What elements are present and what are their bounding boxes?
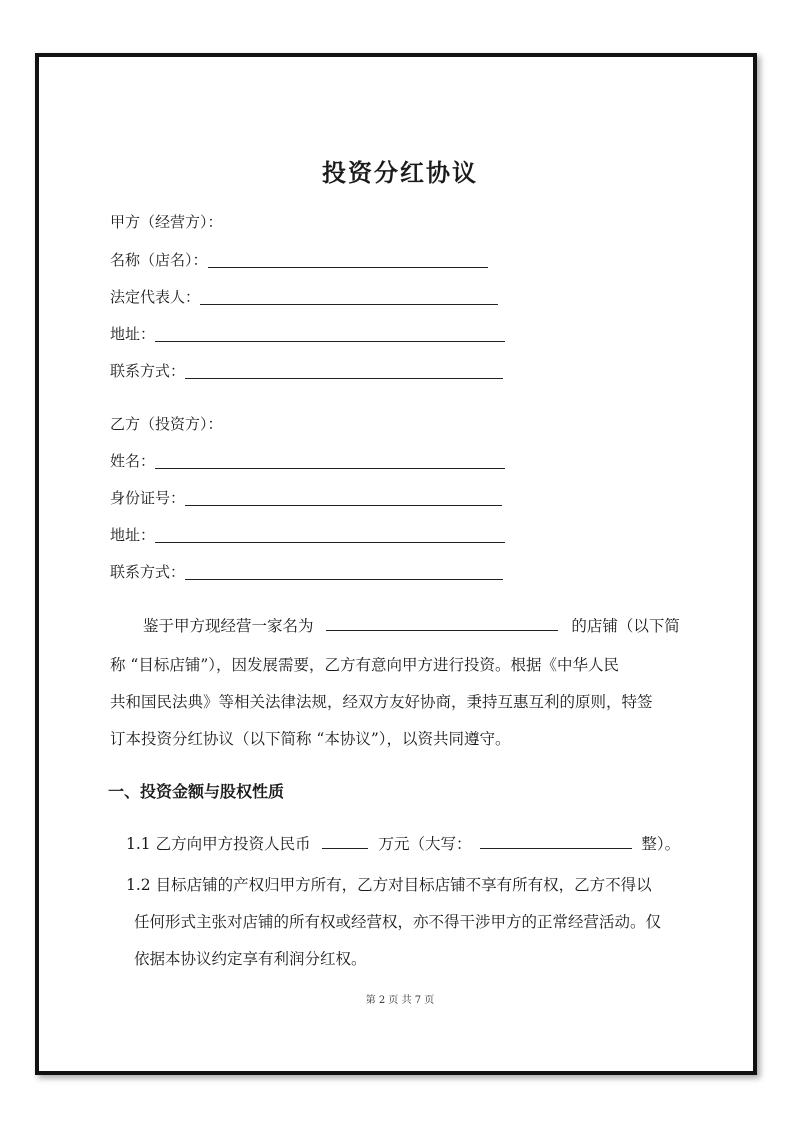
store-name-blank[interactable] [326, 616, 558, 631]
field-label: 名称（店名）： [110, 251, 208, 269]
field-label: 地址： [110, 325, 156, 343]
amount-words-blank[interactable] [480, 834, 632, 849]
party-a-name-field[interactable] [110, 249, 488, 271]
party-b-address-field[interactable] [110, 524, 505, 546]
blank-line[interactable] [155, 541, 505, 543]
clause-1-2-line-2: 任何形式主张对店铺的所有权或经营权，亦不得干涉甲方的正常经营活动。仅 [134, 913, 662, 931]
party-a-representative-field[interactable] [110, 286, 498, 308]
preamble-line-2: 称 “目标店铺”），因发展需要，乙方有意向甲方进行投资。根据《中华人民 [110, 656, 620, 674]
clause-1-1 [126, 832, 711, 854]
document-title: 投资分红协议 [322, 158, 478, 187]
page-number: 第 2 页 共 7 页 [365, 995, 435, 1006]
section-heading: 一、投资金额与股权性质 [108, 782, 285, 801]
preamble-line-1 [143, 614, 728, 636]
preamble-text: 的店铺（以下简 [571, 617, 680, 635]
field-label: 地址： [110, 526, 156, 544]
blank-line[interactable] [155, 340, 505, 342]
clause-1-2-line-3: 依据本协议约定享有利润分红权。 [134, 950, 367, 968]
clause-text: 万元（大写： [378, 835, 472, 853]
amount-blank[interactable] [322, 834, 368, 849]
party-b-header: 乙方（投资方）： [110, 415, 223, 433]
party-b-id-field[interactable] [110, 487, 502, 509]
field-label: 法定代表人： [110, 288, 201, 306]
clause-text: 整）。 [641, 835, 681, 853]
blank-line[interactable] [185, 504, 502, 506]
party-a-header: 甲方（经营方）： [110, 213, 223, 231]
party-a-address-field[interactable] [110, 323, 505, 345]
blank-line[interactable] [155, 467, 505, 469]
party-b-contact-field[interactable] [110, 561, 503, 583]
preamble-text: 鉴于甲方现经营一家名为 [143, 617, 314, 635]
field-label: 身份证号： [110, 489, 186, 507]
blank-line[interactable] [208, 266, 488, 268]
field-label: 联系方式： [110, 563, 186, 581]
clause-1-2-line-1: 1.2 目标店铺的产权归甲方所有，乙方对目标店铺不享有所有权，乙方不得以 [126, 876, 652, 894]
party-b-name-field[interactable] [110, 450, 505, 472]
field-label: 姓名： [110, 452, 156, 470]
party-a-contact-field[interactable] [110, 360, 503, 382]
blank-line[interactable] [185, 578, 503, 580]
blank-line[interactable] [200, 303, 498, 305]
preamble-line-3: 共和国民法典》等相关法律法规，经双方友好协商，秉持互惠互利的原则，特签 [110, 693, 653, 711]
clause-text: 1.1 乙方向甲方投资人民币 [126, 835, 311, 853]
preamble-line-4: 订本投资分红协议（以下简称 “本协议”），以资共同遵守。 [110, 730, 511, 748]
blank-line[interactable] [185, 377, 503, 379]
field-label: 联系方式： [110, 362, 186, 380]
